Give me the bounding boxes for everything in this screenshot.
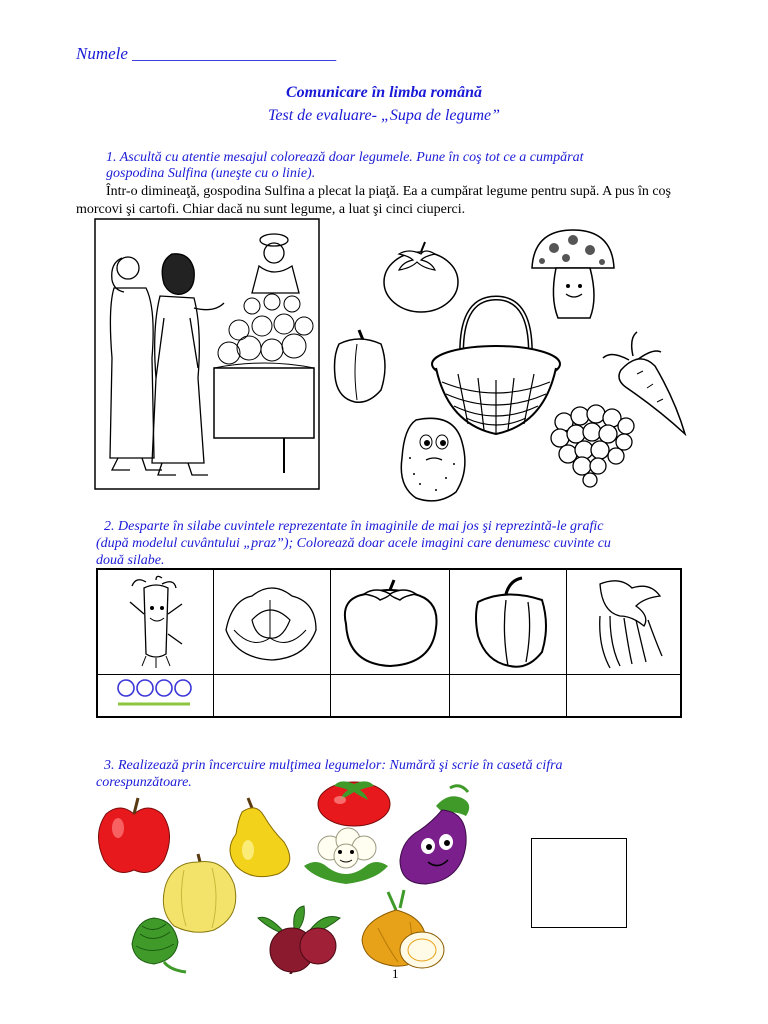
onion-image	[358, 888, 450, 972]
exercise2-prompt-line3: două silabe.	[96, 553, 165, 568]
market-scene-image	[94, 218, 320, 490]
page-number: 1	[392, 966, 399, 981]
subject-title: Comunicare în limba română	[285, 84, 483, 101]
syllable-circle	[137, 680, 153, 696]
exercise2-prompt-line2: (după modelul cuvântului „praz”); Colorează doar acele imagini care denumesc cuvinte cu	[96, 536, 611, 551]
cabbage-image	[222, 580, 320, 662]
pepper-cell-image	[470, 576, 552, 670]
answer-box[interactable]	[531, 838, 627, 928]
syllable-circle	[175, 680, 191, 696]
exercise1-prompt-line1: 1. Ascultă cu atentie mesajul colorează doar legumele. Pune în coş tot ce a cumpărat	[106, 150, 584, 165]
grapes-image	[546, 402, 636, 488]
syllable-table	[96, 568, 682, 718]
leek-image	[116, 574, 196, 670]
exercise1-prompt-line2: gospodina Sulfina (uneşte cu o linie).	[106, 166, 316, 181]
exercise1-story: Într-o dimineaţă, gospodina Sulfina a plecat la piaţă. Ea a cumpărat legume pentru supă. A pus în coş morcovi şi cartofi. Chiar dacă nu sunt legume, a luat şi cinci ciuperci.	[76, 184, 671, 217]
syllable-circle	[118, 680, 134, 696]
name-field-label: Numele ________________________	[76, 44, 337, 63]
tomato-color-image	[316, 776, 392, 828]
syllable-circle	[156, 680, 172, 696]
exercise3-prompt-line1: 3. Realizează prin încercuire mulţimea legumelor: Numără şi scrie în casetă cifra	[104, 758, 563, 773]
eggplant-image	[396, 784, 476, 888]
cauliflower-image	[296, 826, 396, 886]
beet-image	[254, 904, 350, 974]
test-title: Test de evaluare- „Supa de legume”	[267, 107, 501, 124]
tomato-cell-image	[336, 576, 444, 670]
model-syllable-scheme	[116, 678, 196, 708]
beans-image	[580, 576, 670, 670]
potato-image	[396, 414, 472, 504]
pepper-image	[329, 326, 391, 404]
exercise3-prompt-line2: corespunzătoare.	[96, 775, 192, 790]
artichoke-image	[120, 914, 190, 974]
exercise2-prompt-line1: 2. Desparte în silabe cuvintele reprezentate în imaginile de mai jos şi reprezintă-le grafic	[104, 519, 604, 534]
